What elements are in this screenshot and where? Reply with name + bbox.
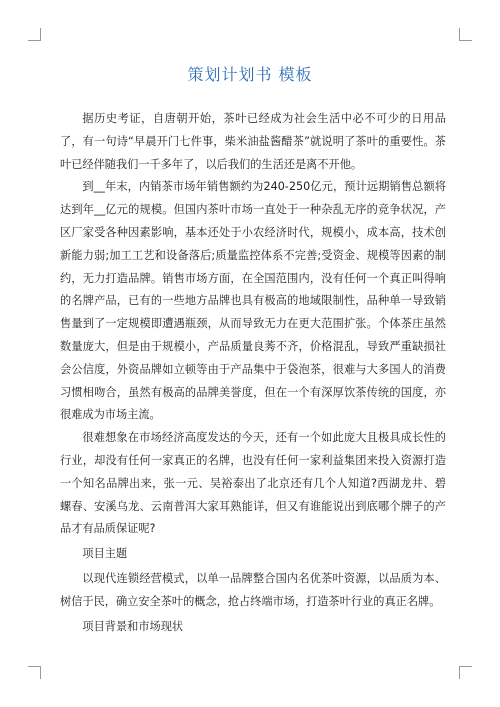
document-title: 策划计划书 模板 [187, 65, 313, 84]
paragraph-project-theme: 以现代连锁经营模式，以单一品牌整合国内名优茶叶资源，以品质为本、树信于民，确立安全茶叶的概念，抢占终端市场，打造茶叶行业的真正名牌。 [60, 571, 446, 608]
paragraph-history: 据历史考证，自唐朝开始，茶叶已经成为社会生活中必不可少的日用品了，有一句诗“早晨开门七件事，柴米油盐酱醋茶”就说明了茶叶的重要性。茶叶已经伴随我们一千多年了，以后我们的生活还是离不开他。 [60, 112, 446, 171]
page-corner-mark-top-right [459, 28, 472, 41]
section-heading-project-theme: 项目主题 [82, 547, 128, 561]
page-corner-mark-bottom-right [459, 666, 472, 679]
page-corner-mark-bottom-left [28, 666, 41, 679]
document-body [60, 108, 446, 640]
page-corner-mark-top-left [28, 28, 41, 41]
section-heading-project-background: 项目背景和市场现状 [82, 619, 184, 633]
paragraph-brand-gap: 很难想象在市场经济高度发达的今天，还有一个如此庞大且极具成长性的行业，却没有任何一家真正的名牌，也没有任何一家利益集团来投入资源打造一个知名品牌出来，张一元、吴裕泰出了北京还有几个人知道?西湖龙井、碧螺春、安溪乌龙、云南普洱大家耳熟能详，但又有谁能说出到底哪个牌子的产品才有品质保证呢? [60, 431, 446, 536]
paragraph-market: 到__年末，内销茶市场年销售额约为240-250亿元，预计远期销售总额将达到年__亿元的规模。但国内茶叶市场一直处于一种杂乱无序的竞争状况，产区厂家受各种因素影响，基本还处于小农经济时代，规模小，成本高，技术创新能力弱;加工工艺和设备落后;质量监控体系不完善;受资金、规模等因素的制约，无力打造品牌。销售市场方面，在全国范围内，没有任何一个真正叫得响的名牌产品，已有的一些地方品牌也具有极高的地域限制性，品种单一导致销售量到了一定规模即遭遇瓶颈，从而导致无力在更大范围扩张。个体茶庄虽然数量庞大，但是由于规模小，产品质量良莠不齐，价格混乱，导致严重缺损社会公信度，外资品牌如立顿等由于产品集中于袋泡茶，很难与大多国人的消费习惯相吻合，虽然有极高的品牌美誉度，但在一个有深厚饮茶传统的国度，亦很难成为市场主流。 [60, 180, 446, 422]
